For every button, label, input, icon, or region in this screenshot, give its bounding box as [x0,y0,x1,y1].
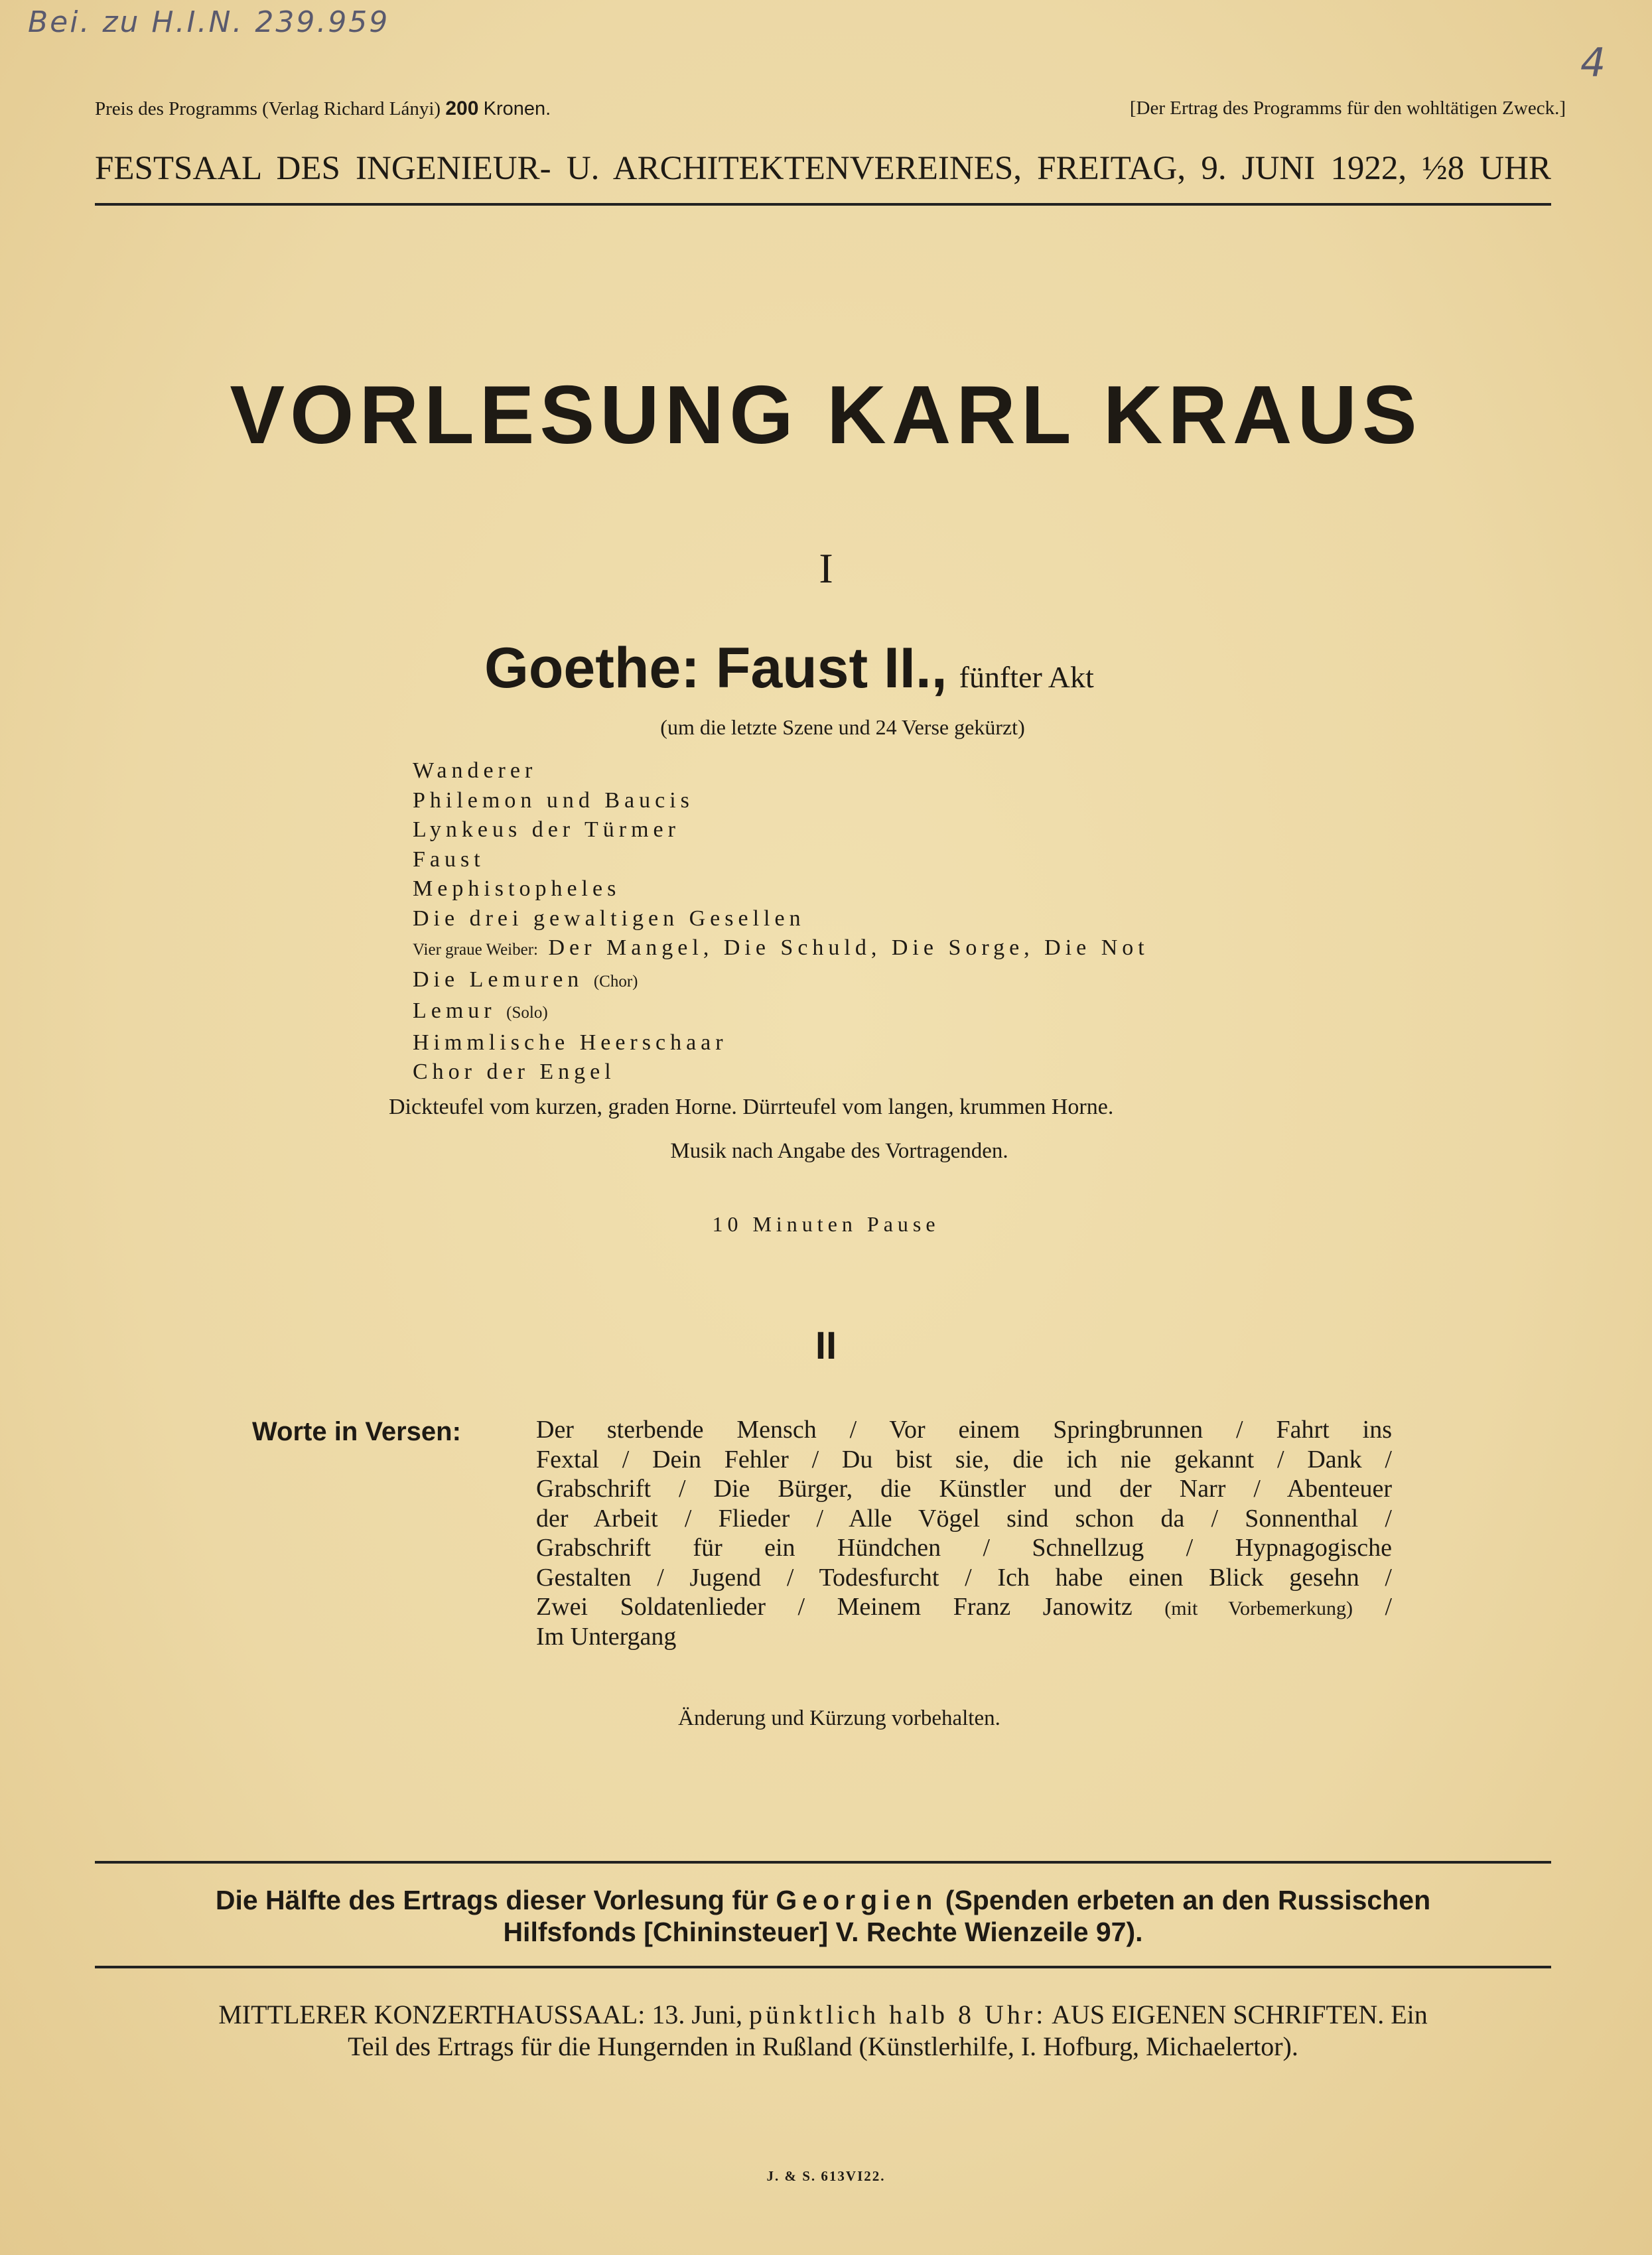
proceeds-note: [Der Ertrag des Programms für den wohltätigen Zweck.] [1129,98,1566,119]
disclaimer: Änderung und Kürzung vorbehalten. [678,1706,1000,1730]
part1-note: (um die letzte Szene und 24 Verse gekürzt) [660,715,1025,739]
donation-top-rule [95,1861,1551,1864]
cast-item: Philemon und Baucis [413,787,694,813]
cast-list [413,756,1149,1087]
part1-heading [484,636,1094,701]
verse-line: der Arbeit / Flieder / Alle Vögel sind schon da / Sonnenthal / [536,1504,1392,1533]
cast-item: Himmlische Heerschaar [413,1030,728,1055]
cast-item: Wanderer [413,758,537,783]
cast-item: Faust [413,847,485,872]
music-note: Musik nach Angabe des Vortragenden. [670,1139,1008,1163]
donation-bottom-rule [95,1966,1551,1968]
act-label: fünfter Akt [959,660,1094,694]
page-title: VORLESUNG KARL KRAUS [230,370,1422,461]
cast-item: Die drei gewaltigen Gesellen [413,906,805,931]
verse-line: Im Untergang [536,1622,677,1651]
cast-item: Lemur (Solo) [413,998,548,1023]
cast-item: Vier graue Weiber: Der Mangel, Die Schuld, Die Sorge, Die Not [413,935,1149,960]
verse-line: Grabschrift für ein Hündchen / Schnellzug / Hypnagogische [536,1534,1392,1562]
price-amount: 200 [445,98,479,119]
price-text: Preis des Programms (Verlag Richard Lányi) [95,98,441,119]
verse-line: Fextal / Dein Fehler / Du bist sie, die ich nie gekannt / Dank / [536,1445,1392,1473]
next-event: MITTLERER KONZERTHAUSSAAL: 13. Juni, pünktlich halb 8 Uhr: AUS EIGENEN SCHRIFTEN. Ein Teil des Ertrags für die Hungernden in Rußland (Künstlerhilfe, I. Hofburg, Michaelertor). [218,2000,1428,2061]
price-note [95,98,551,120]
work-title: Goethe: Faust II., [484,636,947,700]
cast-item: Lynkeus der Türmer [413,817,680,842]
page-mark: 4 [1580,40,1608,86]
verses-label: Worte in Versen: [252,1417,461,1446]
price-unit: Kronen. [483,98,551,119]
printer-mark: J. & S. 613VI22. [766,2168,886,2184]
verse-line: Der sterbende Mensch / Vor einem Springbrunnen / Fahrt ins [536,1416,1392,1444]
header-divider [95,203,1551,206]
part2-numeral: II [815,1324,837,1367]
donation-country: Georgien [776,1885,938,1915]
devils-line: Dickteufel vom kurzen, graden Horne. Dürrteufel vom langen, krummen Horne. [389,1095,1114,1119]
verses-list [536,1415,1392,1651]
part1-numeral: I [819,545,833,592]
cast-item: Chor der Engel [413,1059,616,1084]
verse-line: Zwei Soldatenlieder / Meinem Franz Janowitz (mit Vorbemerkung) / [536,1593,1393,1621]
archive-note: Bei. zu H.I.N. 239.959 [28,5,390,39]
verse-line: Gestalten / Jugend / Todesfurcht / Ich habe einen Blick gesehn / [536,1563,1392,1592]
verse-line: Grabschrift / Die Bürger, die Künstler und der Narr / Abenteuer [536,1475,1392,1503]
pause-note: 10 Minuten Pause [712,1212,940,1236]
venue-line: FESTSAAL DES INGENIEUR- U. ARCHITEKTENVEREINES, FREITAG, 9. JUNI 1922, ½8 UHR [95,150,1551,187]
cast-item: Mephistopheles [413,876,621,901]
donation-note: Die Hälfte des Ertrags dieser Vorlesung für Georgien (Spenden erbeten an den Russischen Hilfsfonds [Chininsteuer] V. Rechte Wienzeile 97). [215,1885,1431,1947]
cast-item: Die Lemuren (Chor) [413,967,638,992]
